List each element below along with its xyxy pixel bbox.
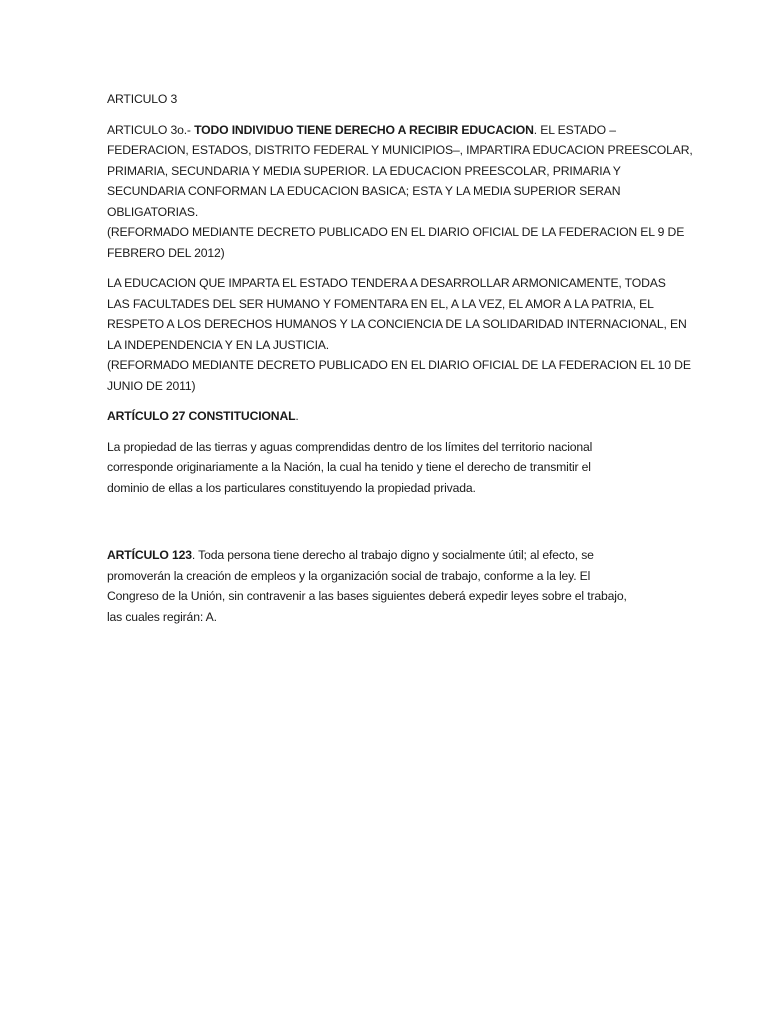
text-line: La propiedad de las tierras y aguas comprendidas dentro de los límites del territorio nacional — [107, 439, 593, 454]
text-line: LA EDUCACION QUE IMPARTA EL ESTADO TENDERA A DESARROLLAR ARMONICAMENTE, TODAS — [107, 276, 666, 290]
article-27-heading-line — [107, 406, 667, 427]
article-3-paragraph-1 — [107, 120, 693, 264]
article-27-heading — [107, 406, 667, 427]
text-line: (REFORMADO MEDIANTE DECRETO PUBLICADO EN EL DIARIO OFICIAL DE LA FEDERACION EL 10 DE — [107, 358, 691, 372]
text-line: OBLIGATORIAS. — [107, 204, 199, 219]
article-123-first-line — [107, 545, 667, 566]
article-123-paragraph — [107, 545, 667, 627]
blank-spacing — [107, 508, 667, 545]
text-line: (REFORMADO MEDIANTE DECRETO PUBLICADO EN EL DIARIO OFICIAL DE LA FEDERACION EL 9 DE — [107, 225, 685, 239]
article-27-title: ARTÍCULO 27 CONSTITUCIONAL — [107, 409, 296, 423]
article-27-title-rest: . — [295, 409, 299, 423]
text-line: LA INDEPENDENCIA Y EN LA JUSTICIA. — [107, 337, 330, 352]
text-line: corresponde originariamente a la Nación, la cual ha tenido y tiene el derecho de transmitir el — [107, 460, 591, 474]
article-27-paragraph — [107, 437, 667, 499]
text-line: FEDERACION, ESTADOS, DISTRITO FEDERAL Y MUNICIPIOS–, IMPARTIRA EDUCACION PREESCOLAR, — [107, 143, 693, 157]
article-3-heading — [107, 89, 667, 110]
text-line: PRIMARIA, SECUNDARIA Y MEDIA SUPERIOR. LA EDUCACION PREESCOLAR, PRIMARIA Y — [107, 163, 621, 178]
text-line: las cuales regirán: A. — [107, 609, 217, 624]
text-line: FEBRERO DEL 2012) — [107, 245, 225, 260]
text-line: SECUNDARIA CONFORMAN LA EDUCACION BASICA; ESTA Y LA MEDIA SUPERIOR SERAN — [107, 184, 621, 198]
article-3-bold-statement: TODO INDIVIDUO TIENE DERECHO A RECIBIR EDUCACION — [194, 122, 534, 137]
heading-text: ARTICULO 3 — [107, 92, 178, 106]
text-line: LAS FACULTADES DEL SER HUMANO Y FOMENTARA EN EL, A LA VEZ, EL AMOR A LA PATRIA, EL — [107, 296, 654, 311]
text-line: dominio de ellas a los particulares constituyendo la propiedad privada. — [107, 480, 476, 495]
article-3-paragraph-2 — [107, 273, 691, 396]
text-line: promoverán la creación de empleos y la organización social de trabajo, conforme a la ley. El — [107, 568, 591, 583]
text-line: Congreso de la Unión, sin contravenir a las bases siguientes deberá expedir leyes sobre el trabajo, — [107, 589, 627, 603]
document-page — [107, 89, 693, 637]
article-3-line1-rest: . EL ESTADO – — [533, 122, 616, 137]
article-3-first-line — [107, 120, 667, 141]
article-123-title: ARTÍCULO 123 — [107, 548, 192, 562]
article-123-line1-rest: . Toda persona tiene derecho al trabajo digno y socialmente útil; al efecto, se — [191, 548, 594, 562]
text-line: JUNIO DE 2011) — [107, 378, 196, 393]
text-line: RESPETO A LOS DERECHOS HUMANOS Y LA CONCIENCIA DE LA SOLIDARIDAD INTERNACIONAL, EN — [107, 317, 687, 331]
article-3-prefix: ARTICULO 3o.- — [107, 122, 195, 137]
